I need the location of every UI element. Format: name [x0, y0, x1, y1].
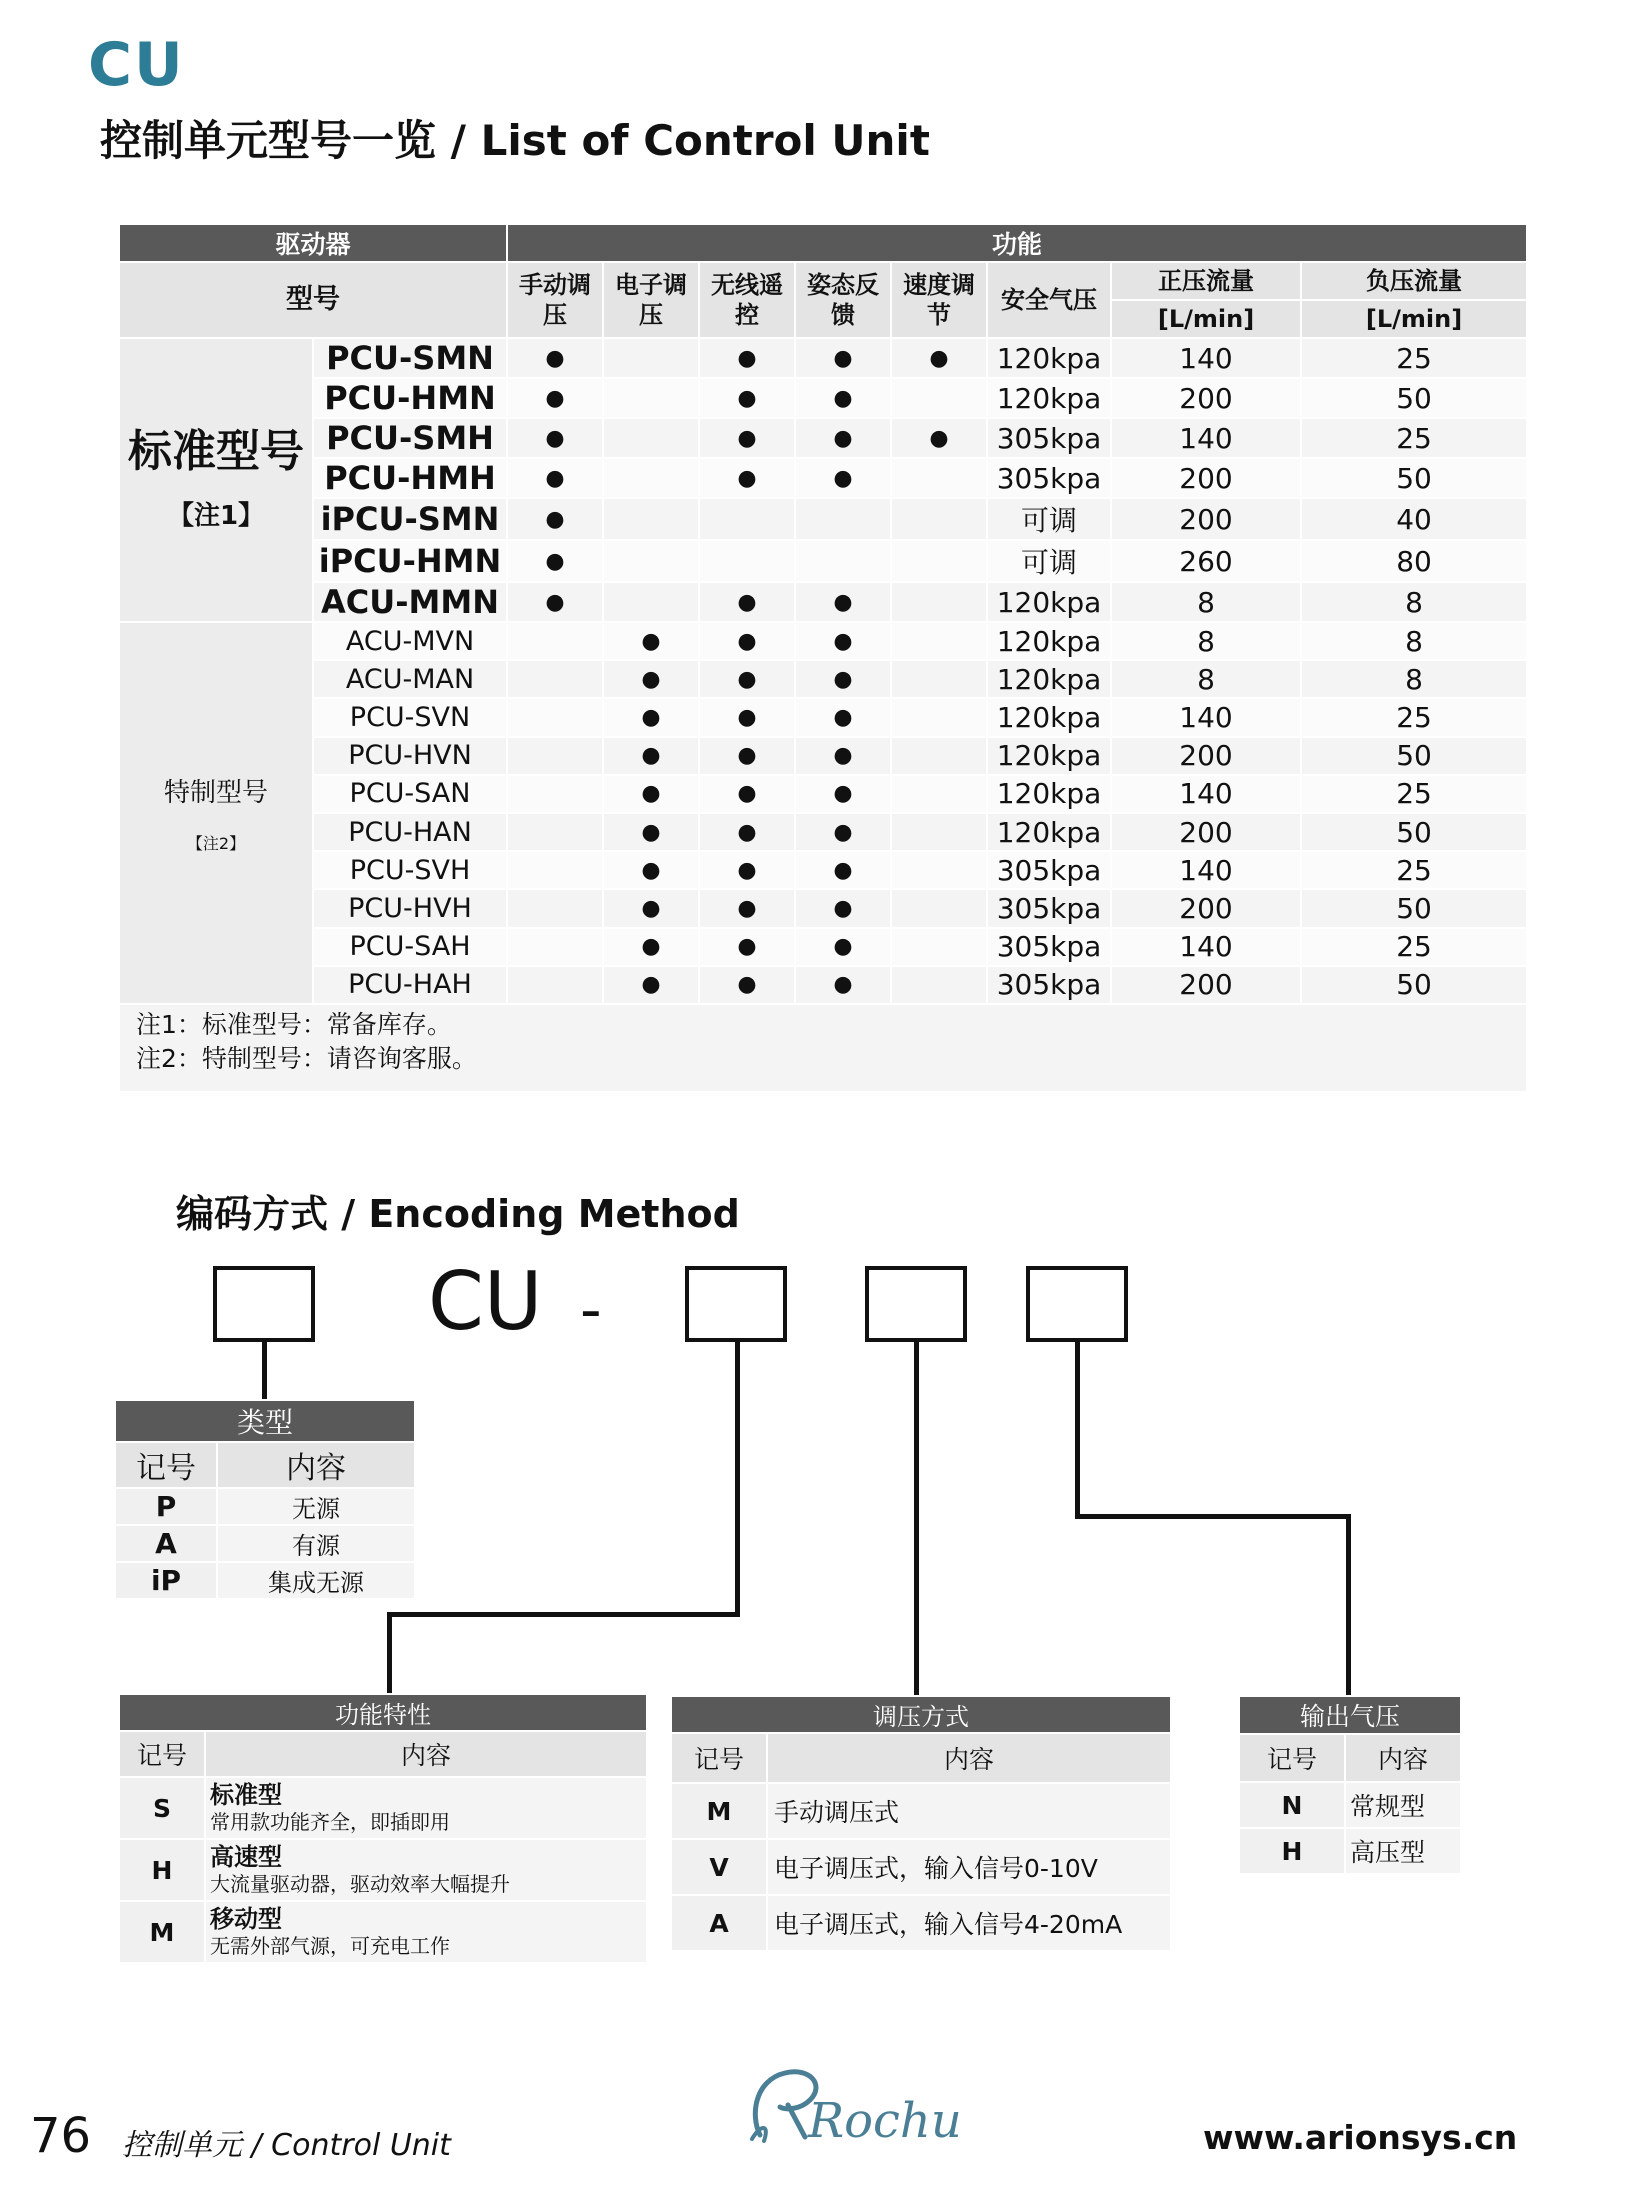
adjust-content: 手动调压式	[767, 1783, 1171, 1839]
adjust-header-content: 内容	[767, 1733, 1171, 1783]
neg-cell: 25	[1301, 775, 1527, 813]
table-row	[119, 889, 1527, 927]
connector-function-v2	[387, 1612, 392, 1694]
feedback-cell	[795, 498, 891, 540]
safety-cell: 120kpa	[987, 775, 1111, 813]
manual-cell: ●	[507, 378, 603, 418]
page-heading: 控制单元型号一览 / List of Control Unit	[100, 116, 930, 165]
feedback-cell: ●	[795, 966, 891, 1004]
table-row	[119, 813, 1527, 851]
table-row	[119, 660, 1527, 698]
function-header-content: 内容	[205, 1731, 647, 1777]
adjust-symbol: A	[671, 1895, 767, 1951]
adjust-symbol: V	[671, 1839, 767, 1895]
table-row	[671, 1783, 1171, 1839]
type-content: 无源	[217, 1488, 415, 1525]
brand-title: CU	[88, 30, 185, 100]
wireless-cell: ●	[699, 338, 795, 378]
model-cell: PCU-SVN	[313, 698, 507, 736]
type-header-symbol: 记号	[115, 1442, 217, 1488]
safety-cell: 305kpa	[987, 928, 1111, 966]
manual-cell: ●	[507, 338, 603, 378]
safety-cell: 305kpa	[987, 889, 1111, 927]
table-row	[119, 540, 1527, 582]
feedback-cell: ●	[795, 928, 891, 966]
function-title: 标准型	[210, 1781, 282, 1810]
wireless-cell: ●	[699, 660, 795, 698]
electronic-cell	[603, 458, 699, 498]
table-row	[115, 1562, 415, 1599]
type-table	[114, 1399, 416, 1600]
safety-cell: 120kpa	[987, 622, 1111, 660]
neg-cell: 8	[1301, 660, 1527, 698]
neg-cell: 25	[1301, 851, 1527, 889]
safety-cell: 120kpa	[987, 660, 1111, 698]
electronic-cell: ●	[603, 928, 699, 966]
speed-cell	[891, 622, 987, 660]
speed-cell	[891, 660, 987, 698]
wireless-cell: ●	[699, 966, 795, 1004]
group-special-title: 特制型号	[163, 777, 268, 808]
wireless-cell: ●	[699, 928, 795, 966]
neg-cell: 50	[1301, 966, 1527, 1004]
feedback-cell: ●	[795, 737, 891, 775]
feedback-cell	[795, 540, 891, 582]
group-standard-note: 【注1】	[167, 500, 265, 531]
adjust-header-symbol: 记号	[671, 1733, 767, 1783]
connector-function-h	[387, 1612, 740, 1617]
pos-cell: 200	[1111, 813, 1301, 851]
neg-cell: 80	[1301, 540, 1527, 582]
safety-cell: 可调	[987, 498, 1111, 540]
notes	[119, 1004, 1527, 1092]
manual-cell	[507, 966, 603, 1004]
model-cell: iPCU-HMN	[313, 540, 507, 582]
electronic-cell: ●	[603, 966, 699, 1004]
connector-function-v1	[735, 1342, 740, 1616]
table-row	[119, 928, 1527, 966]
rochu-logo	[730, 2055, 962, 2155]
model-cell: PCU-SMN	[313, 338, 507, 378]
neg-cell: 8	[1301, 622, 1527, 660]
pos-cell: 140	[1111, 418, 1301, 458]
page-number: 76	[30, 2108, 92, 2164]
control-unit-table	[118, 223, 1528, 1093]
table-row	[115, 1525, 415, 1562]
feedback-cell: ●	[795, 660, 891, 698]
wireless-cell	[699, 498, 795, 540]
connector-output-v2	[1346, 1514, 1351, 1696]
pos-cell: 200	[1111, 498, 1301, 540]
header-manual: 手动调压	[507, 262, 603, 338]
speed-cell	[891, 813, 987, 851]
manual-cell: ●	[507, 582, 603, 622]
header-driver: 驱动器	[119, 224, 507, 262]
feedback-cell: ●	[795, 338, 891, 378]
feedback-cell: ●	[795, 622, 891, 660]
safety-cell: 305kpa	[987, 458, 1111, 498]
neg-cell: 25	[1301, 698, 1527, 736]
type-symbol: P	[115, 1488, 217, 1525]
model-cell: PCU-HMH	[313, 458, 507, 498]
group-standard	[119, 338, 313, 622]
output-table	[1238, 1695, 1462, 1875]
table-row	[1239, 1828, 1461, 1874]
feedback-cell: ●	[795, 458, 891, 498]
manual-cell: ●	[507, 458, 603, 498]
output-content: 常规型	[1345, 1782, 1461, 1828]
header-neg-flow: 负压流量	[1301, 262, 1527, 300]
pos-cell: 140	[1111, 928, 1301, 966]
pos-cell: 260	[1111, 540, 1301, 582]
adjust-table	[670, 1695, 1172, 1952]
electronic-cell	[603, 540, 699, 582]
manual-cell	[507, 813, 603, 851]
neg-cell: 50	[1301, 889, 1527, 927]
table-row	[119, 737, 1527, 775]
connector-adjust	[914, 1342, 919, 1696]
electronic-cell: ●	[603, 813, 699, 851]
function-header-symbol: 记号	[119, 1731, 205, 1777]
pos-cell: 140	[1111, 698, 1301, 736]
speed-cell	[891, 737, 987, 775]
connector-type	[262, 1342, 267, 1400]
safety-cell: 120kpa	[987, 378, 1111, 418]
safety-cell: 可调	[987, 540, 1111, 582]
electronic-cell: ●	[603, 660, 699, 698]
adjust-content: 电子调压式，输入信号0-10V	[767, 1839, 1171, 1895]
neg-cell: 50	[1301, 813, 1527, 851]
wireless-cell: ●	[699, 813, 795, 851]
wireless-cell: ●	[699, 418, 795, 458]
speed-cell	[891, 378, 987, 418]
feedback-cell: ●	[795, 378, 891, 418]
note-1: 注1：标准型号：常备库存。	[136, 1009, 452, 1039]
model-cell: ACU-MVN	[313, 622, 507, 660]
feedback-cell: ●	[795, 889, 891, 927]
electronic-cell	[603, 582, 699, 622]
wireless-cell	[699, 540, 795, 582]
code-box-type	[213, 1266, 315, 1342]
table-row	[119, 1901, 647, 1963]
type-table-title: 类型	[115, 1400, 415, 1442]
encoding-title: 编码方式 / Encoding Method	[176, 1192, 740, 1236]
model-cell: iPCU-SMN	[313, 498, 507, 540]
table-row	[119, 458, 1527, 498]
electronic-cell: ●	[603, 775, 699, 813]
function-title: 高速型	[210, 1843, 282, 1872]
type-symbol: A	[115, 1525, 217, 1562]
safety-cell: 120kpa	[987, 813, 1111, 851]
code-box-output	[1026, 1266, 1128, 1342]
model-cell: PCU-SVH	[313, 851, 507, 889]
neg-cell: 8	[1301, 582, 1527, 622]
wireless-cell: ●	[699, 582, 795, 622]
pos-cell: 8	[1111, 660, 1301, 698]
code-box-adjust	[865, 1266, 967, 1342]
website-link[interactable]: www.arionsys.cn	[1203, 2118, 1518, 2157]
wireless-cell: ●	[699, 889, 795, 927]
function-title: 移动型	[210, 1905, 282, 1934]
footer-section-label: 控制单元 / Control Unit	[122, 2128, 451, 2163]
function-content	[205, 1777, 647, 1839]
neg-cell: 50	[1301, 458, 1527, 498]
wireless-cell: ●	[699, 698, 795, 736]
table-row	[671, 1895, 1171, 1951]
speed-cell	[891, 928, 987, 966]
speed-cell	[891, 889, 987, 927]
type-content: 有源	[217, 1525, 415, 1562]
speed-cell	[891, 698, 987, 736]
code-dash: -	[580, 1275, 602, 1345]
output-header-content: 内容	[1345, 1734, 1461, 1782]
model-cell: PCU-HAN	[313, 813, 507, 851]
electronic-cell: ●	[603, 698, 699, 736]
type-header-content: 内容	[217, 1442, 415, 1488]
speed-cell	[891, 498, 987, 540]
type-symbol: iP	[115, 1562, 217, 1599]
manual-cell	[507, 928, 603, 966]
model-cell: ACU-MAN	[313, 660, 507, 698]
function-table	[118, 1693, 648, 1964]
pos-cell: 200	[1111, 458, 1301, 498]
electronic-cell: ●	[603, 889, 699, 927]
group-special	[119, 622, 313, 1004]
speed-cell	[891, 582, 987, 622]
pos-cell: 140	[1111, 338, 1301, 378]
type-content: 集成无源	[217, 1562, 415, 1599]
neg-cell: 50	[1301, 737, 1527, 775]
wireless-cell: ●	[699, 737, 795, 775]
manual-cell: ●	[507, 498, 603, 540]
neg-cell: 25	[1301, 338, 1527, 378]
table-row	[119, 775, 1527, 813]
manual-cell	[507, 775, 603, 813]
speed-cell	[891, 775, 987, 813]
table-row	[115, 1488, 415, 1525]
table-row	[119, 1839, 647, 1901]
group-special-note: 【注2】	[186, 833, 246, 853]
connector-output-h	[1075, 1514, 1351, 1519]
table-row	[119, 851, 1527, 889]
safety-cell: 120kpa	[987, 698, 1111, 736]
feedback-cell: ●	[795, 418, 891, 458]
table-row	[119, 622, 1527, 660]
function-desc: 常用款功能齐全，即插即用	[210, 1809, 450, 1834]
pos-cell: 140	[1111, 775, 1301, 813]
manual-cell: ●	[507, 418, 603, 458]
table-row	[119, 1777, 647, 1839]
wireless-cell: ●	[699, 851, 795, 889]
table-row	[671, 1839, 1171, 1895]
model-cell: PCU-SAN	[313, 775, 507, 813]
model-cell: PCU-HVH	[313, 889, 507, 927]
output-symbol: H	[1239, 1828, 1345, 1874]
function-symbol: M	[119, 1901, 205, 1963]
function-desc: 大流量驱动器，驱动效率大幅提升	[210, 1871, 510, 1896]
model-cell: PCU-HVN	[313, 737, 507, 775]
wireless-cell: ●	[699, 775, 795, 813]
manual-cell	[507, 622, 603, 660]
safety-cell: 305kpa	[987, 966, 1111, 1004]
model-cell: PCU-HAH	[313, 966, 507, 1004]
speed-cell	[891, 851, 987, 889]
code-box-function	[685, 1266, 787, 1342]
feedback-cell: ●	[795, 775, 891, 813]
logo-text: Rochu	[808, 2093, 962, 2149]
header-wireless: 无线遥控	[699, 262, 795, 338]
manual-cell	[507, 889, 603, 927]
electronic-cell	[603, 378, 699, 418]
table-row	[1239, 1782, 1461, 1828]
feedback-cell: ●	[795, 813, 891, 851]
safety-cell: 120kpa	[987, 338, 1111, 378]
model-cell: PCU-SMH	[313, 418, 507, 458]
table-row	[119, 582, 1527, 622]
manual-cell	[507, 737, 603, 775]
header-feedback: 姿态反馈	[795, 262, 891, 338]
output-table-title: 输出气压	[1239, 1696, 1461, 1734]
adjust-content: 电子调压式，输入信号4-20mA	[767, 1895, 1171, 1951]
pos-cell: 8	[1111, 582, 1301, 622]
table-row	[119, 378, 1527, 418]
speed-cell	[891, 458, 987, 498]
function-content	[205, 1901, 647, 1963]
table-row	[119, 698, 1527, 736]
group-standard-title: 标准型号	[128, 426, 304, 478]
model-cell: PCU-SAH	[313, 928, 507, 966]
wireless-cell: ●	[699, 622, 795, 660]
feedback-cell: ●	[795, 698, 891, 736]
pos-cell: 8	[1111, 622, 1301, 660]
header-safety: 安全气压	[987, 262, 1111, 338]
adjust-table-title: 调压方式	[671, 1696, 1171, 1733]
pos-cell: 200	[1111, 378, 1301, 418]
manual-cell	[507, 660, 603, 698]
speed-cell	[891, 966, 987, 1004]
model-cell: ACU-MMN	[313, 582, 507, 622]
table-row	[119, 418, 1527, 458]
safety-cell: 120kpa	[987, 737, 1111, 775]
speed-cell: ●	[891, 418, 987, 458]
pos-cell: 140	[1111, 851, 1301, 889]
table-row	[119, 498, 1527, 540]
feedback-cell: ●	[795, 582, 891, 622]
manual-cell: ●	[507, 540, 603, 582]
electronic-cell: ●	[603, 737, 699, 775]
table-row	[119, 338, 1527, 378]
speed-cell	[891, 540, 987, 582]
function-desc: 无需外部气源，可充电工作	[210, 1933, 450, 1958]
note-2: 注2：特制型号：请咨询客服。	[136, 1043, 477, 1073]
header-model: 型号	[119, 262, 507, 338]
output-header-symbol: 记号	[1239, 1734, 1345, 1782]
safety-cell: 305kpa	[987, 851, 1111, 889]
function-symbol: S	[119, 1777, 205, 1839]
neg-cell: 40	[1301, 498, 1527, 540]
function-symbol: H	[119, 1839, 205, 1901]
pos-cell: 200	[1111, 889, 1301, 927]
wireless-cell: ●	[699, 458, 795, 498]
electronic-cell: ●	[603, 622, 699, 660]
neg-cell: 25	[1301, 418, 1527, 458]
adjust-symbol: M	[671, 1783, 767, 1839]
connector-output-v1	[1075, 1342, 1080, 1518]
electronic-cell: ●	[603, 851, 699, 889]
electronic-cell	[603, 418, 699, 458]
electronic-cell	[603, 498, 699, 540]
function-content	[205, 1839, 647, 1901]
speed-cell: ●	[891, 338, 987, 378]
model-cell: PCU-HMN	[313, 378, 507, 418]
feedback-cell: ●	[795, 851, 891, 889]
safety-cell: 305kpa	[987, 418, 1111, 458]
header-pos-unit: [L/min]	[1111, 300, 1301, 338]
manual-cell	[507, 698, 603, 736]
table-row	[119, 966, 1527, 1004]
wireless-cell: ●	[699, 378, 795, 418]
safety-cell: 120kpa	[987, 582, 1111, 622]
neg-cell: 50	[1301, 378, 1527, 418]
pos-cell: 200	[1111, 737, 1301, 775]
header-function: 功能	[507, 224, 1527, 262]
code-text: CU	[428, 1255, 543, 1348]
electronic-cell	[603, 338, 699, 378]
manual-cell	[507, 851, 603, 889]
header-pos-flow: 正压流量	[1111, 262, 1301, 300]
neg-cell: 25	[1301, 928, 1527, 966]
header-neg-unit: [L/min]	[1301, 300, 1527, 338]
header-electronic: 电子调压	[603, 262, 699, 338]
header-speed: 速度调节	[891, 262, 987, 338]
function-table-title: 功能特性	[119, 1694, 647, 1731]
pos-cell: 200	[1111, 966, 1301, 1004]
output-symbol: N	[1239, 1782, 1345, 1828]
output-content: 高压型	[1345, 1828, 1461, 1874]
